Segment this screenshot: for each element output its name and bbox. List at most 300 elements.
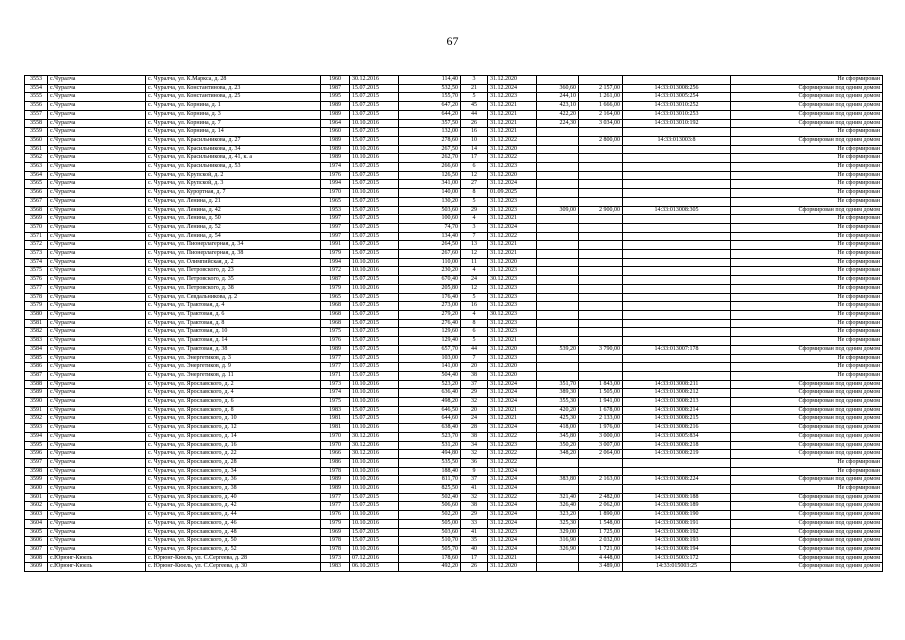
residents-count-cell: 29 [461,511,488,520]
address-cell: с. Чуралча, ул. Ленина, д. 52 [146,223,321,232]
inclusion-date-cell: 07.12.2016 [350,554,399,563]
total-area-cell: 644,20 [399,110,461,119]
inclusion-date-cell: 15.07.2015 [350,250,399,259]
land-status-cell: Не сформирован [731,467,883,476]
row-number-cell: 3596 [25,450,48,459]
residents-count-cell: 5 [461,93,488,102]
cadastral-number-cell [623,180,731,189]
residents-count-cell: 3 [461,223,488,232]
row-number-cell: 3579 [25,302,48,311]
settlement-cell: с.Чуралча [48,206,146,215]
living-area-cell [537,197,579,206]
total-area-cell: 130,20 [399,197,461,206]
address-cell: с. Чуралча, ул. Ярославского, д. 50 [146,537,321,546]
address-cell: с. Чуралча, ул. Ярославского, д. 48 [146,528,321,537]
land-area-cell [579,250,623,259]
settlement-cell: с.Чуралча [48,93,146,102]
build-year-cell: 1969 [321,528,350,537]
inclusion-date-cell: 15.07.2015 [350,223,399,232]
inclusion-date-cell: 15.07.2015 [350,310,399,319]
land-status-cell: Сформирован под одним домом [731,537,883,546]
address-cell: с. Чуралча, ул. Олимпийская, д. 2 [146,258,321,267]
build-year-cell: 1991 [321,241,350,250]
settlement-cell: с.Юрюнг-Кюель [48,554,146,563]
row-number-cell: 3588 [25,380,48,389]
residents-count-cell: 37 [461,476,488,485]
total-area-cell: 267,60 [399,250,461,259]
table-row [25,293,883,302]
cadastral-number-cell [623,337,731,346]
residents-count-cell: 5 [461,197,488,206]
settlement-cell: с.Чуралча [48,537,146,546]
cadastral-number-cell: 14:33:013005:254 [623,93,731,102]
total-area-cell: 825,50 [399,485,461,494]
residents-count-cell: 41 [461,528,488,537]
settlement-cell: с.Чуралча [48,258,146,267]
build-year-cell: 1986 [321,458,350,467]
land-area-cell: 1 941,00 [579,398,623,407]
settlement-cell: с.Чуралча [48,319,146,328]
land-area-cell: 1 678,00 [579,406,623,415]
settlement-cell: с.Чуралча [48,197,146,206]
settlement-cell: с.Чуралча [48,424,146,433]
land-area-cell: 4 448,00 [579,554,623,563]
inclusion-date-cell: 10.10.2016 [350,189,399,198]
row-number-cell: 3603 [25,511,48,520]
row-number-cell: 3602 [25,502,48,511]
total-area-cell: 103,00 [399,354,461,363]
land-area-cell: 3 034,00 [579,119,623,128]
inclusion-date-cell: 15.07.2015 [350,197,399,206]
living-area-cell [537,189,579,198]
living-area-cell: 244,10 [537,93,579,102]
cadastral-number-cell: 14:33:013010:252 [623,102,731,111]
living-area-cell [537,76,579,85]
address-cell: с. Чуралча, ул. Константинова, д. 23 [146,84,321,93]
deadline-date-cell: 31.12.2024 [488,467,537,476]
deadline-date-cell: 31.12.2023 [488,319,537,328]
residents-count-cell: 8 [461,319,488,328]
cadastral-number-cell: 14:33:013008:192 [623,528,731,537]
inclusion-date-cell: 30.12.2016 [350,76,399,85]
land-status-cell: Сформирован под одним домом [731,511,883,520]
build-year-cell: 1970 [321,441,350,450]
land-area-cell [579,371,623,380]
land-status-cell: Не сформирован [731,241,883,250]
settlement-cell: с.Чуралча [48,354,146,363]
address-cell: с. Чуралча, ул. Ярославского, д. 22 [146,450,321,459]
residents-count-cell: 17 [461,154,488,163]
deadline-date-cell: 31.12.2024 [488,511,537,520]
address-cell: с. Юрюнг-Кюель, ул. С.Сергеева, д. 30 [146,563,321,572]
cadastral-number-cell: 14:33:013008:224 [623,476,731,485]
table-row [25,128,883,137]
build-year-cell: 1995 [321,93,350,102]
row-number-cell: 3586 [25,363,48,372]
address-cell: с. Чуралча, ул. Ярославского, д. 16 [146,441,321,450]
address-cell: с. Чуралча, ул. Константинова, д. 25 [146,93,321,102]
build-year-cell: 1976 [321,171,350,180]
deadline-date-cell: 01.09.2025 [488,189,537,198]
deadline-date-cell: 31.12.2023 [488,267,537,276]
row-number-cell: 3592 [25,415,48,424]
table-row [25,476,883,485]
land-area-cell [579,458,623,467]
land-status-cell: Сформирован под одним домом [731,206,883,215]
living-area-cell [537,267,579,276]
land-status-cell: Не сформирован [731,145,883,154]
inclusion-date-cell: 10.10.2016 [350,458,399,467]
living-area-cell [537,363,579,372]
total-area-cell: 492,20 [399,563,461,572]
land-area-cell [579,163,623,172]
total-area-cell: 126,50 [399,171,461,180]
land-status-cell: Не сформирован [731,337,883,346]
settlement-cell: с.Чуралча [48,380,146,389]
living-area-cell: 329,00 [537,528,579,537]
deadline-date-cell: 31.12.2022 [488,232,537,241]
table-row [25,180,883,189]
total-area-cell: 110,00 [399,258,461,267]
row-number-cell: 3559 [25,128,48,137]
living-area-cell: 418,00 [537,424,579,433]
land-status-cell: Сформирован под одним домом [731,493,883,502]
living-area-cell: 539,20 [537,345,579,354]
inclusion-date-cell: 10.10.2016 [350,511,399,520]
table-row [25,110,883,119]
settlement-cell: с.Чуралча [48,232,146,241]
build-year-cell: 1981 [321,415,350,424]
deadline-date-cell: 31.12.2020 [488,371,537,380]
living-area-cell [537,328,579,337]
land-area-cell [579,319,623,328]
land-area-cell: 1 843,00 [579,380,623,389]
table-row [25,380,883,389]
deadline-date-cell: 31.12.2024 [488,519,537,528]
row-number-cell: 3578 [25,293,48,302]
table-row [25,485,883,494]
living-area-cell: 383,80 [537,476,579,485]
address-cell: с. Чуралча, ул. Корнина, д. 1 [146,102,321,111]
residents-count-cell: 7 [461,354,488,363]
inclusion-date-cell: 15.07.2015 [350,415,399,424]
living-area-cell [537,250,579,259]
residents-count-cell: 12 [461,250,488,259]
living-area-cell [537,563,579,572]
deadline-date-cell: 31.12.2023 [488,197,537,206]
table-row [25,450,883,459]
land-status-cell: Не сформирован [731,223,883,232]
residents-count-cell: 6 [461,163,488,172]
land-status-cell: Не сформирован [731,276,883,285]
address-cell: с. Чуралча, ул. Трактовая, д. 10 [146,328,321,337]
build-year-cell: 1965 [321,293,350,302]
address-cell: с. Чуралча, ул. Ленина, д. 21 [146,197,321,206]
address-cell: с. Чуралча, ул. Ярославского, д. 34 [146,467,321,476]
living-area-cell: 224,30 [537,119,579,128]
total-area-cell: 230,20 [399,267,461,276]
cadastral-number-cell [623,328,731,337]
settlement-cell: с.Чуралча [48,154,146,163]
deadline-date-cell: 31.12.2024 [488,84,537,93]
inclusion-date-cell: 10.10.2016 [350,145,399,154]
deadline-date-cell: 31.12.2024 [488,398,537,407]
living-area-cell [537,128,579,137]
living-area-cell: 326,40 [537,502,579,511]
table-row [25,519,883,528]
cadastral-number-cell: 14:33:013008:305 [623,206,731,215]
cadastral-number-cell: 14:33:013008:211 [623,380,731,389]
table-row [25,76,883,85]
land-area-cell [579,258,623,267]
inclusion-date-cell: 10.10.2016 [350,485,399,494]
cadastral-number-cell: 14:33:013008:218 [623,441,731,450]
cadastral-number-cell: 14:33:013008:215 [623,415,731,424]
cadastral-number-cell [623,241,731,250]
deadline-date-cell: 31.12.2021 [488,250,537,259]
table-row [25,354,883,363]
cadastral-number-cell [623,197,731,206]
build-year-cell: 1989 [321,145,350,154]
land-area-cell [579,328,623,337]
build-year-cell: 1989 [321,345,350,354]
build-year-cell: 1989 [321,154,350,163]
cadastral-number-cell [623,293,731,302]
row-number-cell: 3601 [25,493,48,502]
build-year-cell: 1987 [321,276,350,285]
land-status-cell: Не сформирован [731,250,883,259]
deadline-date-cell: 31.12.2022 [488,493,537,502]
total-area-cell: 140,00 [399,189,461,198]
land-area-cell: 1 725,00 [579,528,623,537]
land-status-cell: Сформирован под одним домом [731,93,883,102]
total-area-cell: 505,00 [399,519,461,528]
settlement-cell: с.Чуралча [48,180,146,189]
settlement-cell: с.Чуралча [48,241,146,250]
cadastral-number-cell [623,276,731,285]
land-area-cell: 3 489,00 [579,563,623,572]
address-cell: с. Чуралча, ул. Красильникова, д. 34 [146,145,321,154]
residents-count-cell: 28 [461,424,488,433]
inclusion-date-cell: 15.07.2015 [350,502,399,511]
living-area-cell: 360,60 [537,84,579,93]
living-area-cell [537,223,579,232]
land-area-cell [579,154,623,163]
build-year-cell: 1989 [321,136,350,145]
living-area-cell: 350,20 [537,441,579,450]
total-area-cell: 114,40 [399,76,461,85]
inclusion-date-cell: 10.10.2016 [350,380,399,389]
land-status-cell: Не сформирован [731,363,883,372]
total-area-cell: 498,20 [399,398,461,407]
table-row [25,493,883,502]
cadastral-number-cell [623,485,731,494]
address-cell: с. Чуралча, ул. Ярославского, д. 6 [146,398,321,407]
total-area-cell: 531,20 [399,441,461,450]
residents-count-cell: 13 [461,241,488,250]
total-area-cell: 657,70 [399,345,461,354]
land-area-cell [579,284,623,293]
row-number-cell: 3571 [25,232,48,241]
inclusion-date-cell: 15.07.2015 [350,345,399,354]
build-year-cell: 1965 [321,197,350,206]
table-row [25,206,883,215]
settlement-cell: с.Чуралча [48,389,146,398]
settlement-cell: с.Чуралча [48,328,146,337]
settlement-cell: с.Чуралча [48,128,146,137]
total-area-cell: 506,60 [399,502,461,511]
table-row [25,415,883,424]
living-area-cell [537,310,579,319]
total-area-cell: 129,60 [399,328,461,337]
inclusion-date-cell: 10.10.2016 [350,545,399,554]
table-row [25,163,883,172]
cadastral-number-cell: 14:33:013010:253 [623,110,731,119]
land-status-cell: Сформирован под одним домом [731,398,883,407]
living-area-cell: 309,00 [537,206,579,215]
land-status-cell: Не сформирован [731,232,883,241]
total-area-cell: 132,00 [399,128,461,137]
total-area-cell: 74,70 [399,223,461,232]
land-area-cell [579,180,623,189]
land-status-cell: Сформирован под одним домом [731,119,883,128]
inclusion-date-cell: 15.07.2015 [350,354,399,363]
settlement-cell: с.Чуралча [48,415,146,424]
land-area-cell [579,276,623,285]
address-cell: с. Чуралча, ул. Ярославского, д. 14 [146,432,321,441]
deadline-date-cell: 31.12.2023 [488,302,537,311]
settlement-cell: с.Чуралча [48,450,146,459]
deadline-date-cell: 31.12.2023 [488,528,537,537]
inclusion-date-cell: 15.07.2015 [350,276,399,285]
row-number-cell: 3558 [25,119,48,128]
address-cell: с. Чуралча, ул. Корнина, д. 7 [146,119,321,128]
living-area-cell [537,467,579,476]
residents-count-cell: 45 [461,102,488,111]
land-area-cell: 3 007,00 [579,441,623,450]
table-row [25,197,883,206]
deadline-date-cell: 31.12.2024 [488,485,537,494]
table-row [25,171,883,180]
land-area-cell [579,128,623,137]
build-year-cell: 1974 [321,389,350,398]
living-area-cell [537,293,579,302]
residents-count-cell: 4 [461,215,488,224]
address-cell: с. Чуралча, ул. Ярославского, д. 42 [146,502,321,511]
build-year-cell: 1989 [321,485,350,494]
build-year-cell: 1972 [321,267,350,276]
deadline-date-cell: 31.12.2024 [488,502,537,511]
land-status-cell: Сформирован под одним домом [731,519,883,528]
build-year-cell: 1971 [321,371,350,380]
deadline-date-cell: 31.12.2021 [488,119,537,128]
address-cell: с. Чуралча, ул. Ленина, д. 50 [146,215,321,224]
residents-count-cell: 11 [461,258,488,267]
table-row [25,554,883,563]
cadastral-number-cell [623,154,731,163]
land-status-cell: Сформирован под одним домом [731,528,883,537]
settlement-cell: с.Чуралча [48,337,146,346]
residents-count-cell: 29 [461,389,488,398]
living-area-cell [537,154,579,163]
land-status-cell: Не сформирован [731,302,883,311]
total-area-cell: 505,70 [399,545,461,554]
living-area-cell [537,136,579,145]
land-status-cell: Сформирован под одним домом [731,563,883,572]
inclusion-date-cell: 10.10.2016 [350,467,399,476]
cadastral-number-cell [623,250,731,259]
address-cell: с. Чуралча, ул. Ленина, д. 54 [146,232,321,241]
residents-count-cell: 34 [461,441,488,450]
residents-count-cell: 12 [461,284,488,293]
settlement-cell: с.Юрюнг-Кюель [48,563,146,572]
table-row [25,389,883,398]
total-area-cell: 341,00 [399,180,461,189]
address-cell: с. Чуралча, ул. Ярославского, д. 40 [146,493,321,502]
inclusion-date-cell: 15.07.2015 [350,293,399,302]
cadastral-number-cell: 14:33:013003:8 [623,136,731,145]
cadastral-number-cell [623,171,731,180]
address-cell: с. Чуралча, ул. Энергетиков, д. 11 [146,371,321,380]
residents-count-cell: 5 [461,337,488,346]
deadline-date-cell: 31.12.2024 [488,537,537,546]
land-area-cell: 3 790,00 [579,345,623,354]
deadline-date-cell: 31.12.2023 [488,163,537,172]
deadline-date-cell: 31.12.2023 [488,284,537,293]
total-area-cell: 644,60 [399,415,461,424]
address-cell: с. Чуралча, ул. Корнина, д. 14 [146,128,321,137]
table-row [25,371,883,380]
deadline-date-cell: 31.12.2024 [488,424,537,433]
total-area-cell: 279,20 [399,310,461,319]
land-status-cell: Сформирован под одним домом [731,102,883,111]
cadastral-number-cell: 14:33:013005:834 [623,432,731,441]
land-area-cell [579,197,623,206]
row-number-cell: 3606 [25,537,48,546]
land-area-cell: 2 064,00 [579,450,623,459]
row-number-cell: 3556 [25,102,48,111]
build-year-cell: 1974 [321,163,350,172]
residents-count-cell: 20 [461,363,488,372]
residents-count-cell: 32 [461,398,488,407]
inclusion-date-cell: 15.07.2015 [350,319,399,328]
address-cell: с. Чуралча, ул. Корнина, д. 3 [146,110,321,119]
settlement-cell: с.Чуралча [48,345,146,354]
living-area-cell [537,554,579,563]
deadline-date-cell: 31.12.2023 [488,93,537,102]
inclusion-date-cell: 10.10.2016 [350,284,399,293]
living-area-cell [537,319,579,328]
cadastral-number-cell [623,371,731,380]
address-cell: с. Чуралча, ул. Ярославского, д. 2 [146,380,321,389]
table-row [25,398,883,407]
land-status-cell: Не сформирован [731,371,883,380]
table-row [25,232,883,241]
residents-count-cell: 5 [461,293,488,302]
land-status-cell: Не сформирован [731,354,883,363]
deadline-date-cell: 31.12.2021 [488,406,537,415]
deadline-date-cell: 31.12.2024 [488,223,537,232]
row-number-cell: 3577 [25,284,48,293]
land-status-cell: Не сформирован [731,267,883,276]
residents-count-cell: 16 [461,128,488,137]
land-status-cell: Сформирован под одним домом [731,554,883,563]
deadline-date-cell: 31.12.2024 [488,180,537,189]
residents-count-cell: 35 [461,537,488,546]
deadline-date-cell: 31.12.2020 [488,345,537,354]
land-area-cell: 2 157,00 [579,84,623,93]
living-area-cell [537,163,579,172]
